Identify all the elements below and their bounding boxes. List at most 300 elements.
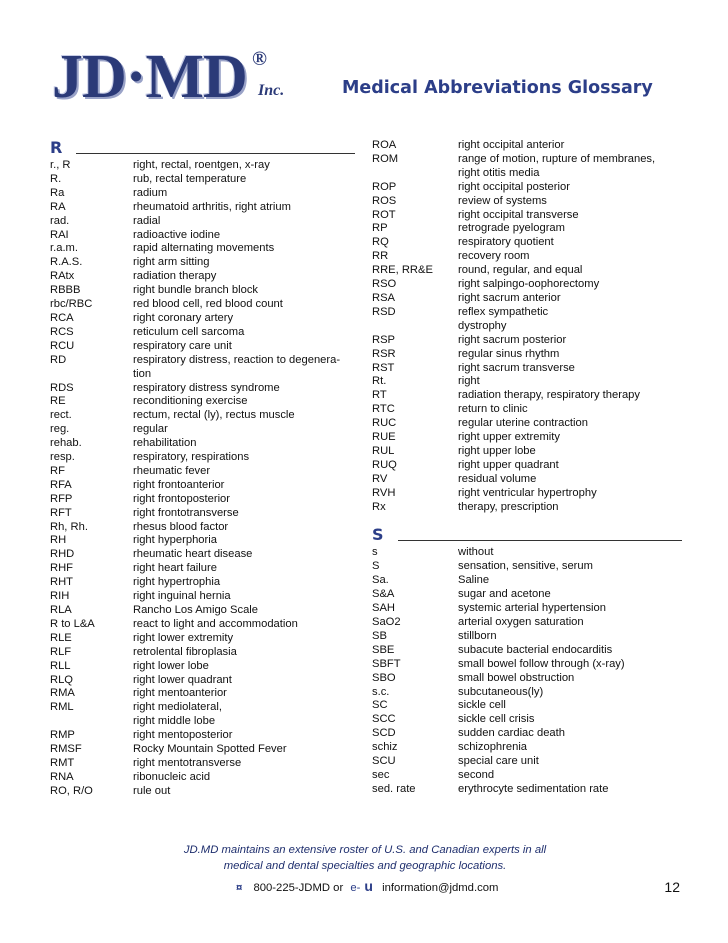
- entry-definition: right lower quadrant: [133, 673, 232, 686]
- entry-definition: right bundle branch block: [133, 284, 259, 297]
- entry-abbreviation: SCC: [372, 713, 396, 726]
- entry-definition: right frontotransverse: [133, 506, 239, 519]
- entry-definition: right upper lobe: [458, 444, 536, 457]
- entry-abbreviation: Ra: [50, 186, 65, 199]
- footer-note-line: medical and dental specialties and geographic locations.: [223, 860, 507, 872]
- section-rule: [76, 141, 355, 154]
- entry-abbreviation: R to L&A: [50, 617, 95, 630]
- entry-abbreviation: RDS: [50, 381, 74, 394]
- entry-definition: right mediolateral,: [133, 701, 222, 714]
- glossary-entry: [50, 451, 355, 465]
- entry-definition: sickle cell: [458, 699, 506, 712]
- glossary-entry: [50, 743, 355, 757]
- entry-definition: right mentoposterior: [133, 729, 233, 742]
- entry-definition: right lower lobe: [133, 659, 209, 672]
- glossary-entry: [50, 187, 355, 201]
- entry-abbreviation: RBBB: [50, 284, 81, 297]
- entry-definition: small bowel obstruction: [458, 671, 575, 684]
- entry-abbreviation: RML: [50, 701, 74, 714]
- entry-definition: right sacrum anterior: [458, 291, 561, 304]
- entry-definition: right occipital transverse: [458, 208, 579, 221]
- entry-abbreviation: RMSF: [50, 743, 82, 756]
- entry-definition: right occipital posterior: [458, 180, 570, 193]
- entry-abbreviation: RLF: [50, 645, 72, 658]
- entry-definition: right, rectal, roentgen, x-ray: [133, 159, 270, 171]
- entry-definition: radiation therapy, respiratory therapy: [458, 389, 640, 402]
- footer-note: [160, 842, 570, 874]
- glossary-entry: [372, 616, 682, 630]
- entry-definition: erythrocyte sedimentation rate: [458, 782, 609, 795]
- glossary-entry: [372, 741, 682, 755]
- entry-definition: right heart failure: [133, 562, 217, 575]
- entry-definition: systemic arterial hypertension: [458, 602, 606, 615]
- entry-abbreviation: R.: [50, 172, 62, 185]
- entry-abbreviation: RFT: [50, 506, 72, 519]
- entry-abbreviation: RTC: [372, 403, 395, 416]
- glossary-entry: [372, 403, 682, 417]
- entry-abbreviation: RUC: [372, 417, 397, 430]
- glossary-entry: [372, 459, 682, 473]
- glossary-entry: [50, 729, 355, 743]
- glossary-entry: [50, 465, 355, 479]
- entry-abbreviation: RT: [372, 389, 387, 402]
- entry-abbreviation: RR: [372, 250, 389, 263]
- entry-definition: ribonucleic acid: [133, 770, 211, 783]
- entry-abbreviation: RAtx: [50, 270, 75, 283]
- entry-definition: respiratory quotient: [458, 236, 554, 249]
- entry-abbreviation: RF: [50, 464, 65, 477]
- glossary-entry: [372, 686, 682, 700]
- entry-abbreviation: RHF: [50, 562, 73, 575]
- glossary-entry: [372, 292, 682, 306]
- glossary-entry: [372, 278, 682, 292]
- entry-definition: small bowel follow through (x-ray): [458, 657, 625, 670]
- entry-abbreviation: ROM: [372, 152, 399, 165]
- glossary-entry: [50, 493, 355, 507]
- glossary-entry: [372, 222, 682, 236]
- entry-definition: return to clinic: [458, 403, 528, 416]
- logo-name: JD·MD: [52, 43, 247, 111]
- glossary-entry: [372, 445, 682, 459]
- glossary-entry: [50, 479, 355, 493]
- phone-number: 800-225-JDMD or: [253, 882, 344, 894]
- glossary-entry: [372, 153, 682, 167]
- entry-abbreviation: Rt.: [372, 375, 387, 388]
- entry-definition: sudden cardiac death: [458, 727, 565, 740]
- entry-abbreviation: RFA: [50, 478, 72, 491]
- entry-definition: regular sinus rhythm: [458, 347, 560, 360]
- glossary-entry: [372, 473, 682, 487]
- entry-abbreviation: RQ: [372, 236, 389, 249]
- entry-abbreviation: RCS: [50, 325, 74, 338]
- entry-definition: special care unit: [458, 755, 539, 768]
- entry-abbreviation: RD: [50, 353, 67, 366]
- footer-contact: [236, 878, 498, 894]
- glossary-entry: [50, 242, 355, 256]
- registered-mark: ®: [252, 48, 267, 70]
- glossary-entry: [50, 534, 355, 548]
- right-column: [372, 137, 682, 797]
- glossary-entry: [372, 195, 682, 209]
- entry-abbreviation: RSO: [372, 278, 397, 291]
- entry-abbreviation: Rh, Rh.: [50, 520, 88, 533]
- glossary-entry: [372, 644, 682, 658]
- entry-definition: red blood cell, red blood count: [133, 298, 283, 311]
- entry-abbreviation: RVH: [372, 486, 396, 499]
- entry-abbreviation: r.a.m.: [50, 242, 78, 255]
- section-header-s: [372, 524, 682, 544]
- entry-definition: right arm sitting: [133, 256, 210, 269]
- entry-abbreviation: RSR: [372, 347, 396, 360]
- entry-abbreviation: SCD: [372, 727, 396, 740]
- phone-icon: ¤: [236, 882, 243, 894]
- entry-abbreviation: r., R: [50, 159, 71, 171]
- entry-definition: rapid alternating movements: [133, 242, 275, 255]
- entry-definition: right sacrum posterior: [458, 333, 567, 346]
- entry-definition: reflex sympathetic: [458, 305, 549, 318]
- entry-definition: right occipital anterior: [458, 139, 565, 151]
- glossary-entry: [372, 417, 682, 431]
- entry-abbreviation: SBO: [372, 671, 396, 684]
- entry-definition: retrograde pyelogram: [458, 222, 565, 235]
- entry-definition: respiratory distress, reaction to degenera-: [133, 353, 341, 366]
- glossary-entry: [372, 348, 682, 362]
- glossary-entry: [372, 755, 682, 769]
- glossary-entry: [50, 340, 355, 354]
- entry-abbreviation: RST: [372, 361, 395, 374]
- glossary-entry: [50, 687, 355, 701]
- entry-definition: right mentoanterior: [133, 687, 227, 700]
- glossary-entry: [372, 334, 682, 348]
- entry-abbreviation: RLL: [50, 659, 71, 672]
- entry-abbreviation: SBFT: [372, 657, 401, 670]
- entry-abbreviation: rect.: [50, 409, 72, 422]
- glossary-entry: [50, 576, 355, 590]
- entry-definition: recovery room: [458, 250, 530, 263]
- glossary-entry: [372, 250, 682, 264]
- entry-abbreviation: RUQ: [372, 458, 397, 471]
- entry-definition: regular uterine contraction: [458, 417, 588, 430]
- entry-abbreviation: [50, 715, 133, 729]
- entry-abbreviation: sed. rate: [372, 782, 416, 795]
- entry-definition: range of motion, rupture of membranes,: [458, 152, 656, 165]
- entry-definition: react to light and accommodation: [133, 617, 298, 630]
- entry-abbreviation: RE: [50, 395, 66, 408]
- glossary-entry: [372, 375, 682, 389]
- entry-list-r-continued: [372, 139, 682, 514]
- glossary-entry: [372, 264, 682, 278]
- glossary-entry: [372, 236, 682, 250]
- entry-definition: rheumatoid arthritis, right atrium: [133, 200, 291, 213]
- entry-definition: radial: [133, 214, 161, 227]
- glossary-entry: [50, 215, 355, 229]
- entry-abbreviation: RMT: [50, 756, 75, 769]
- entry-definition: rectum, rectal (ly), rectus muscle: [133, 409, 295, 422]
- entry-definition: rub, rectal temperature: [133, 172, 247, 185]
- glossary-entry: [372, 181, 682, 195]
- entry-abbreviation: RUE: [372, 431, 396, 444]
- entry-definition: right mentotransverse: [133, 756, 242, 769]
- entry-abbreviation: RHT: [50, 576, 73, 589]
- glossary-entry: [50, 660, 355, 674]
- entry-definition: respiratory, respirations: [133, 451, 250, 464]
- entry-definition: without: [458, 546, 494, 559]
- entry-abbreviation: sec: [372, 768, 390, 781]
- entry-abbreviation: RLQ: [50, 673, 74, 686]
- glossary-entry: [50, 757, 355, 771]
- glossary-entry: [372, 431, 682, 445]
- glossary-entry: [50, 270, 355, 284]
- entry-abbreviation: Rx: [372, 500, 386, 513]
- glossary-entry: [50, 674, 355, 688]
- entry-abbreviation: RAI: [50, 228, 69, 241]
- entry-definition: tion: [133, 367, 152, 380]
- entry-definition: right otitis media: [458, 166, 540, 179]
- glossary-entry: [372, 320, 682, 334]
- entry-abbreviation: RUL: [372, 444, 395, 457]
- entry-definition: rule out: [133, 784, 171, 797]
- entry-abbreviation: reg.: [50, 423, 70, 436]
- entry-abbreviation: [372, 167, 458, 181]
- glossary-entry: [372, 389, 682, 403]
- glossary-entry: [372, 588, 682, 602]
- entry-abbreviation: [50, 368, 133, 382]
- glossary-entry: [50, 590, 355, 604]
- entry-abbreviation: ROT: [372, 208, 396, 221]
- entry-abbreviation: ROA: [372, 139, 397, 151]
- entry-abbreviation: RCA: [50, 311, 74, 324]
- entry-definition: review of systems: [458, 194, 547, 207]
- entry-abbreviation: s: [372, 546, 378, 559]
- entry-definition: round, regular, and equal: [458, 264, 583, 277]
- entry-definition: Rancho Los Amigo Scale: [133, 604, 259, 616]
- entry-list-s: [372, 546, 682, 796]
- entry-abbreviation: rad.: [50, 214, 70, 227]
- email-prefix: e-: [350, 882, 361, 894]
- glossary-entry: [372, 630, 682, 644]
- entry-abbreviation: RO, R/O: [50, 784, 93, 797]
- glossary-entry: [372, 769, 682, 783]
- entry-definition: right frontoposterior: [133, 492, 231, 505]
- glossary-entry: [372, 672, 682, 686]
- entry-definition: dystrophy: [458, 319, 507, 332]
- entry-abbreviation: SB: [372, 629, 387, 642]
- glossary-entry: [50, 632, 355, 646]
- glossary-entry: [372, 699, 682, 713]
- entry-definition: schizophrenia: [458, 741, 528, 754]
- entry-abbreviation: RNA: [50, 770, 74, 783]
- entry-definition: right upper quadrant: [458, 458, 559, 471]
- glossary-entry: [372, 574, 682, 588]
- entry-definition: Rocky Mountain Spotted Fever: [133, 743, 287, 756]
- glossary-entry: [50, 368, 355, 382]
- glossary-entry: [50, 715, 355, 729]
- glossary-entry: [50, 395, 355, 409]
- glossary-entry: [50, 173, 355, 187]
- entry-definition: rhesus blood factor: [133, 520, 229, 533]
- entry-abbreviation: s.c.: [372, 685, 390, 698]
- entry-abbreviation: RMA: [50, 687, 75, 700]
- glossary-entry: [50, 562, 355, 576]
- glossary-entry: [50, 298, 355, 312]
- entry-abbreviation: RLA: [50, 604, 72, 616]
- entry-definition: sickle cell crisis: [458, 713, 535, 726]
- document-title: Medical Abbreviations Glossary: [342, 78, 653, 98]
- section-letter: S: [372, 525, 384, 545]
- entry-definition: subcutaneous(ly): [458, 685, 544, 698]
- footer-note-line: JD.MD maintains an extensive roster of U.S. and Canadian experts in all: [183, 844, 547, 856]
- glossary-entry: [50, 437, 355, 451]
- glossary-entry: [372, 546, 682, 560]
- company-logo: [52, 42, 285, 122]
- entry-definition: right lower extremity: [133, 631, 234, 644]
- entry-definition: right coronary artery: [133, 311, 234, 324]
- glossary-entry: [50, 423, 355, 437]
- glossary-entry: [372, 487, 682, 501]
- entry-definition: sugar and acetone: [458, 588, 551, 601]
- section-rule: [398, 528, 682, 541]
- glossary-entry: [50, 701, 355, 715]
- entry-abbreviation: [372, 320, 458, 334]
- entry-definition: radiation therapy: [133, 270, 217, 283]
- glossary-entry: [50, 771, 355, 785]
- entry-abbreviation: RA: [50, 200, 66, 213]
- entry-definition: respiratory care unit: [133, 339, 232, 352]
- entry-abbreviation: Sa.: [372, 574, 389, 587]
- glossary-entry: [50, 326, 355, 340]
- glossary-entry: [372, 602, 682, 616]
- entry-definition: residual volume: [458, 472, 537, 485]
- entry-definition: right inguinal hernia: [133, 590, 231, 603]
- entry-definition: subacute bacterial endocarditis: [458, 643, 613, 656]
- glossary-entry: [372, 560, 682, 574]
- entry-definition: rheumatic heart disease: [133, 548, 253, 561]
- glossary-entry: [50, 256, 355, 270]
- glossary-entry: [50, 785, 355, 799]
- glossary-entry: [372, 658, 682, 672]
- glossary-entry: [50, 409, 355, 423]
- glossary-entry: [50, 354, 355, 368]
- entry-abbreviation: RSD: [372, 305, 396, 318]
- entry-abbreviation: RIH: [50, 590, 70, 603]
- entry-list-r: [50, 159, 355, 799]
- entry-abbreviation: R.A.S.: [50, 256, 83, 269]
- entry-abbreviation: RLE: [50, 631, 72, 644]
- entry-abbreviation: SBE: [372, 643, 395, 656]
- entry-abbreviation: RCU: [50, 339, 75, 352]
- entry-definition: second: [458, 768, 495, 781]
- entry-definition: right ventricular hypertrophy: [458, 486, 597, 499]
- entry-definition: Saline: [458, 574, 490, 587]
- glossary-entry: [50, 229, 355, 243]
- left-column: [50, 137, 355, 799]
- entry-abbreviation: SC: [372, 699, 388, 712]
- entry-abbreviation: rehab.: [50, 437, 82, 450]
- entry-abbreviation: ROS: [372, 194, 397, 207]
- entry-abbreviation: S&A: [372, 588, 395, 601]
- entry-abbreviation: RFP: [50, 492, 73, 505]
- entry-definition: therapy, prescription: [458, 500, 559, 513]
- glossary-entry: [372, 713, 682, 727]
- entry-abbreviation: RHD: [50, 548, 75, 561]
- glossary-entry: [50, 201, 355, 215]
- glossary-entry: [372, 209, 682, 223]
- glossary-entry: [50, 507, 355, 521]
- entry-definition: right salpingo-oophorectomy: [458, 278, 600, 291]
- glossary-entry: [50, 284, 355, 298]
- email-icon: u: [364, 878, 373, 894]
- glossary-entry: [372, 167, 682, 181]
- entry-abbreviation: RH: [50, 534, 67, 547]
- glossary-entry: [372, 727, 682, 741]
- glossary-entry: [50, 382, 355, 396]
- section-header-r: [50, 137, 355, 157]
- entry-definition: right sacrum transverse: [458, 361, 575, 374]
- glossary-entry: [372, 362, 682, 376]
- entry-abbreviation: SCU: [372, 755, 396, 768]
- glossary-entry: [50, 312, 355, 326]
- entry-definition: stillborn: [458, 629, 497, 642]
- entry-abbreviation: resp.: [50, 451, 75, 464]
- entry-definition: right hyperphoria: [133, 534, 217, 547]
- entry-abbreviation: ROP: [372, 180, 397, 193]
- entry-definition: right hypertrophia: [133, 576, 221, 589]
- entry-abbreviation: RP: [372, 222, 388, 235]
- entry-definition: right middle lobe: [133, 715, 216, 728]
- entry-definition: respiratory distress syndrome: [133, 381, 280, 394]
- entry-definition: regular: [133, 423, 168, 436]
- entry-definition: right: [458, 375, 480, 388]
- entry-abbreviation: RMP: [50, 729, 75, 742]
- logo-inc: Inc.: [258, 82, 285, 99]
- page-number: 12: [664, 879, 680, 895]
- entry-definition: radioactive iodine: [133, 228, 221, 241]
- entry-definition: reconditioning exercise: [133, 395, 248, 408]
- section-letter: R: [50, 138, 63, 157]
- entry-abbreviation: RV: [372, 472, 388, 485]
- section-gap: [372, 514, 682, 524]
- glossary-entry: [372, 306, 682, 320]
- glossary-entry: [50, 159, 355, 173]
- glossary-entry: [50, 646, 355, 660]
- entry-abbreviation: RRE, RR&E: [372, 264, 433, 277]
- entry-definition: radium: [133, 186, 168, 199]
- entry-definition: rheumatic fever: [133, 464, 211, 477]
- entry-abbreviation: schiz: [372, 741, 398, 754]
- glossary-entry: [50, 604, 355, 618]
- entry-abbreviation: RSA: [372, 291, 396, 304]
- entry-abbreviation: SaO2: [372, 616, 401, 628]
- glossary-entry: [372, 783, 682, 797]
- entry-definition: reticulum cell sarcoma: [133, 325, 245, 338]
- entry-definition: rehabilitation: [133, 437, 197, 450]
- glossary-entry: [372, 139, 682, 153]
- entry-abbreviation: S: [372, 560, 380, 573]
- entry-abbreviation: SAH: [372, 602, 396, 615]
- glossary-entry: [50, 618, 355, 632]
- entry-definition: arterial oxygen saturation: [458, 616, 584, 628]
- glossary-entry: [50, 548, 355, 562]
- entry-definition: right upper extremity: [458, 431, 560, 444]
- glossary-entry: [50, 521, 355, 535]
- entry-abbreviation: RSP: [372, 333, 396, 346]
- email-link[interactable]: information@jdmd.com: [382, 882, 499, 894]
- entry-definition: retrolental fibroplasia: [133, 645, 237, 658]
- entry-definition: sensation, sensitive, serum: [458, 560, 593, 573]
- entry-abbreviation: rbc/RBC: [50, 298, 93, 311]
- entry-definition: right frontoanterior: [133, 478, 225, 491]
- glossary-entry: [372, 501, 682, 515]
